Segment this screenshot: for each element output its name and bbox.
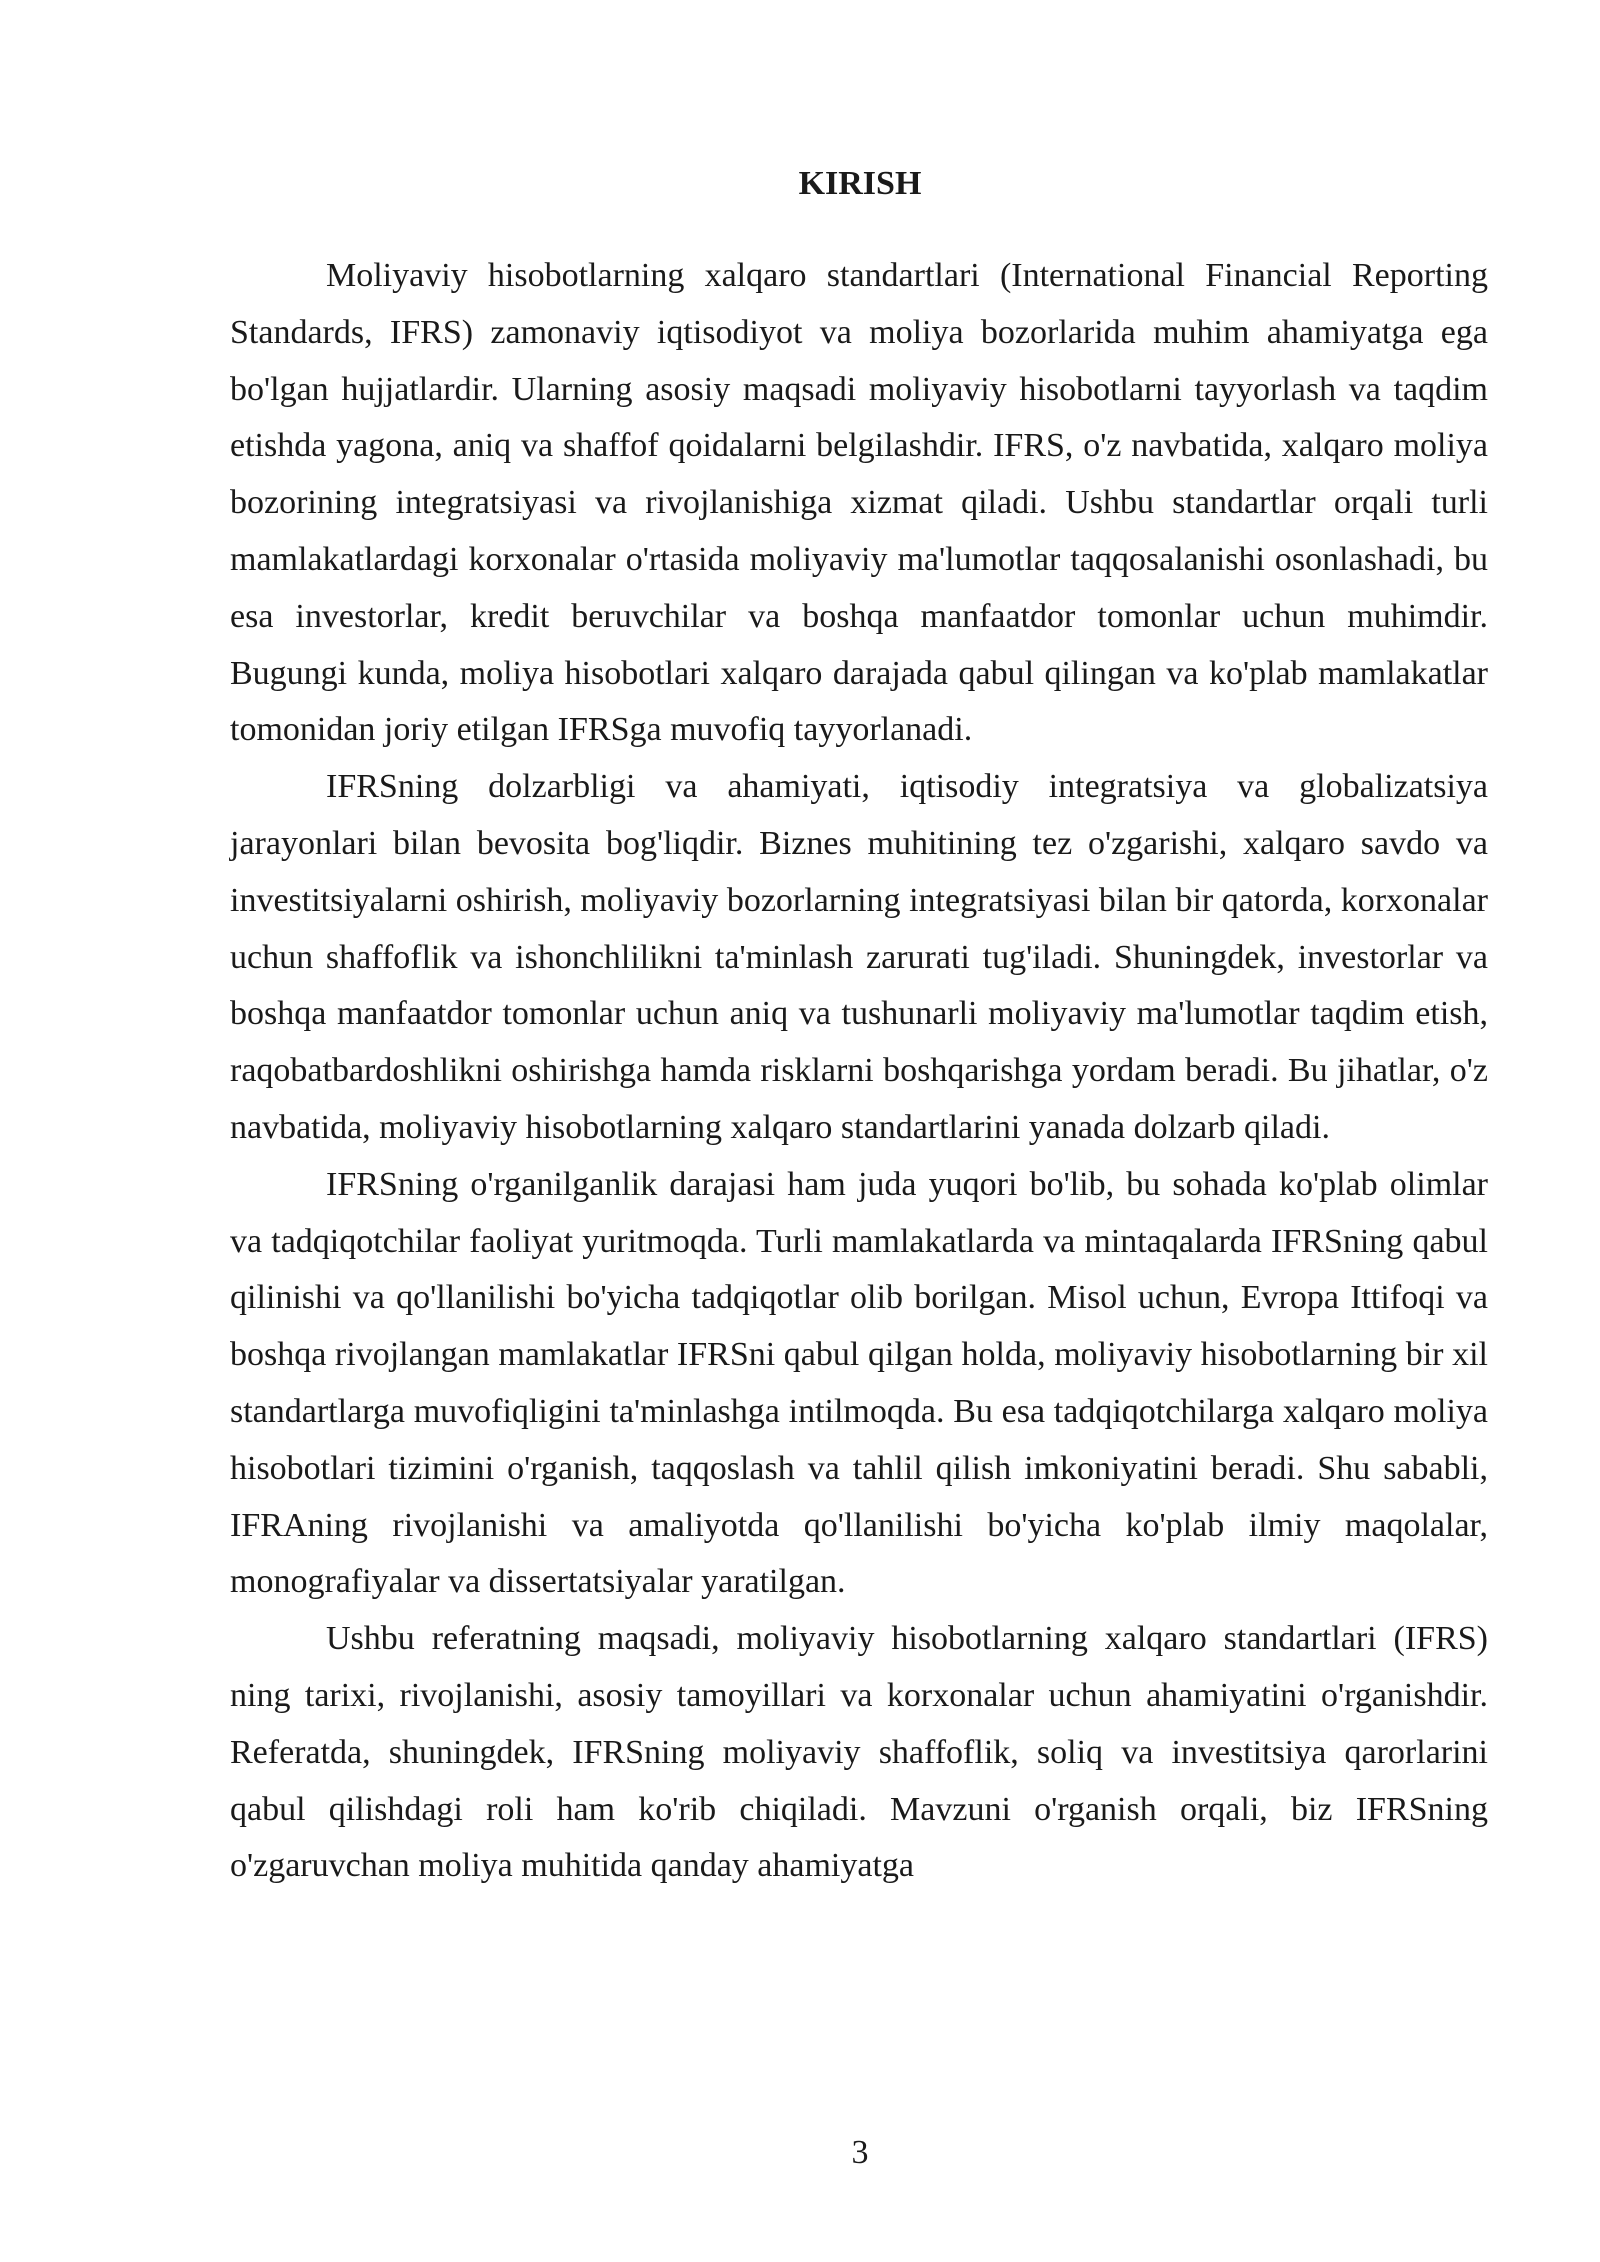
document-body bbox=[230, 248, 1488, 1895]
page-number: 3 bbox=[851, 2134, 869, 2171]
page-title: KIRISH bbox=[798, 165, 922, 202]
paragraph-ifrs-intro: Moliyaviy hisobotlarning xalqaro standartlari (International Financial Reporting Standards, IFRS) zamonaviy iqtisodiyot va moliya bozorlarida muhim ahamiyatga ega bo'lgan hujjatlardir. Ularning asosiy maqsadi moliyaviy hisobotlarni tayyorlash va taqdim etishda yagona, aniq va shaffof qoidalarni belgilashdir. IFRS, o'z navbatida, xalqaro moliya bozorining integratsiyasi va rivojlanishiga xizmat qiladi. Ushbu standartlar orqali turli mamlakatlardagi korxonalar o'rtasida moliyaviy ma'lumotlar taqqosalanishi osonlashadi, bu esa investorlar, kredit beruvchilar va boshqa manfaatdor tomonlar uchun muhimdir. Bugungi kunda, moliya hisobotlari xalqaro darajada qabul qilingan va ko'plab mamlakatlar tomonidan joriy etilgan IFRSga muvofiq tayyorlanadi. bbox=[230, 257, 1488, 749]
paragraph-ifrs-research: IFRSning o'rganilganlik darajasi ham juda yuqori bo'lib, bu sohada ko'plab olimlar va tadqiqotchilar faoliyat yuritmoqda. Turli mamlakatlarda va mintaqalarda IFRSning qabul qilinishi va qo'llanilishi bo'yicha tadqiqotlar olib borilgan. Misol uchun, Evropa Ittifoqi va boshqa rivojlangan mamlakatlar IFRSni qabul qilgan holda, moliyaviy hisobotlarning bir xil standartlarga muvofiqligini ta'minlashga intilmoqda. Bu esa tadqiqotchilarga xalqaro moliya hisobotlari tizimini o'rganish, taqqoslash va tahlil qilish imkoniyatini beradi. Shu sababli, IFRAning rivojlanishi va amaliyotda qo'llanilishi bo'yicha ko'plab ilmiy maqolalar, monografiyalar va dissertatsiyalar yaratilgan. bbox=[230, 1165, 1488, 1601]
paragraph-ifrs-relevance: IFRSning dolzarbligi va ahamiyati, iqtisodiy integratsiya va globalizatsiya jarayonlari bilan bevosita bog'liqdir. Biznes muhitining tez o'zgarishi, xalqaro savdo va investitsiyalarni oshirish, moliyaviy bozorlarning integratsiyasi bilan bir qatorda, korxonalar uchun shaffoflik va ishonchlilikni ta'minlash zarurati tug'iladi. Shuningdek, investorlar va boshqa manfaatdor tomonlar uchun aniq va tushunarli moliyaviy ma'lumotlar taqdim etish, raqobatbardoshlikni oshirishga hamda risklarni boshqarishga yordam beradi. Bu jihatlar, o'z navbatida, moliyaviy hisobotlarning xalqaro standartlarini yanada dolzarb qiladi. bbox=[230, 768, 1488, 1146]
paragraph-report-purpose: Ushbu referatning maqsadi, moliyaviy hisobotlarning xalqaro standartlari (IFRS) ning tarixi, rivojlanishi, asosiy tamoyillari va korxonalar uchun ahamiyatini o'rganishdir. Referatda, shuningdek, IFRSning moliyaviy shaffoflik, soliq va investitsiya qarorlarini qabul qilishdagi roli ham ko'rib chiqiladi. Mavzuni o'rganish orqali, biz IFRSning o'zgaruvchan moliya muhitida qanday ahamiyatga bbox=[230, 1620, 1488, 1885]
